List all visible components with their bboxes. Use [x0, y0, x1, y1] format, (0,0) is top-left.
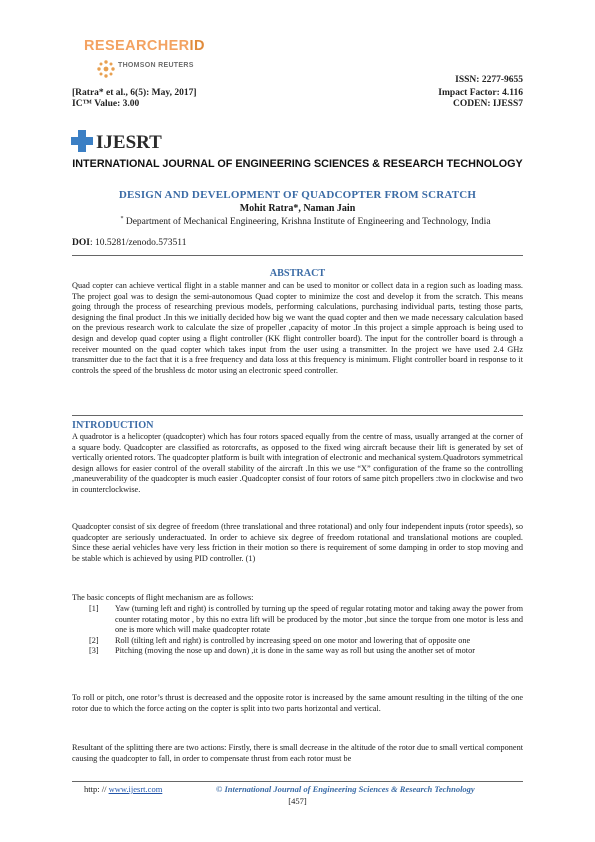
impact-factor: Impact Factor: 4.116 — [438, 88, 523, 98]
list-text: Pitching (moving the nose up and down) ,it is done in the same way as roll but using the another set of motor — [115, 646, 475, 656]
ic-value: IC™ Value: 3.00 — [72, 99, 140, 109]
citation: [Ratra* et al., 6(5): May, 2017] — [72, 88, 197, 98]
journal-brand: IJESRT — [96, 132, 162, 153]
doi — [72, 238, 186, 248]
doi-value: : 10.5281/zenodo.573511 — [89, 238, 187, 248]
paragraph: Quadcopter consist of six degree of freedom (three translational and three rotational) and only four independent inputs (rotor speeds), so quadcopter are seriously underactuated. In order to achieve six degree of freedom rotational and translational motions are coupled. Since these aerial vehicles have very less friction in their motion so there is requirement of some damping in order to stop moving and be stable which is achieved by using PID controller. (1) — [72, 522, 523, 563]
authors: Mohit Ratra*, Naman Jain — [239, 203, 356, 214]
affiliation-mark: * — [120, 216, 124, 222]
affiliation-text: Department of Mechanical Engineering, Krishna Institute of Engineering and Technology, India — [125, 217, 491, 228]
footer-divider — [72, 781, 523, 782]
list-number: [3] — [89, 646, 99, 656]
list-text: Roll (tilting left and right) is controlled by increasing speed on one motor and lowering that of opposite one — [115, 635, 471, 645]
page-number: [457] — [288, 796, 307, 806]
coden: CODEN: IJESS7 — [453, 99, 523, 109]
footer-url — [84, 784, 162, 794]
list-number: [2] — [89, 635, 99, 645]
paragraph: The basic concepts of flight mechanism are as follows: — [72, 593, 254, 602]
affiliation — [80, 216, 531, 227]
ijesrt-cross-icon — [71, 130, 93, 152]
divider — [72, 255, 523, 256]
flight-mechanism-list — [72, 604, 523, 657]
paragraph: To roll or pitch, one rotor’s thrust is decreased and the opposite rotor is increased by the same amount resulting in the tilting of the one rotor due to which the force acting on the copter is split into two parts horizontal and vertical. — [72, 693, 523, 713]
journal-title: INTERNATIONAL JOURNAL OF ENGINEERING SCIENCES & RESEARCH TECHNOLOGY — [72, 158, 523, 170]
url-prefix: http: // — [84, 784, 109, 794]
list-item — [72, 604, 523, 636]
list-text: Yaw (turning left and right) is controlled by turning up the speed of regular rotating motor and taking away the power from counter rotating motor , by this no extra lift will be produced by the motor ,but since the torque from one motor is less and one is more which will make quadcopter rotate — [115, 604, 523, 635]
researcherid-logo: RESEARCHERID — [84, 38, 205, 54]
website-link[interactable]: www.ijesrt.com — [108, 784, 163, 794]
thomson-reuters-label: THOMSON REUTERS — [118, 62, 194, 69]
list-item — [72, 646, 523, 657]
paragraph: Resultant of the splitting there are two actions: Firstly, there is small decrease in the altitude of the rotor due to small vertical component causing the quadcopter to fall, in order to compensate thrust from each rotor must be — [72, 743, 523, 763]
divider — [72, 415, 523, 416]
introduction-heading: INTRODUCTION — [72, 420, 154, 431]
paper-title: DESIGN AND DEVELOPMENT OF QUADCOPTER FROM SCRATCH — [118, 189, 477, 201]
list-item — [72, 636, 523, 647]
list-number: [1] — [89, 604, 99, 613]
footer-copyright: © International Journal of Engineering Sciences & Research Technology — [216, 784, 475, 794]
paragraph: A quadrotor is a helicopter (quadcopter) which has four rotors spaced equally from the centre of mass, usually arranged at the corner of a square body. Quadcopter are classified as rotorcrafts, as opposed to the fixed wing aircraft because their lift is generated by set of vertically oriented rotors. The quadcopter platform is built with integration of electronic and mechanical system.Quadrotors symmetrical design allows for easier control of the overall stability of the aircraft .In this we use “X” configuration of the frame so the controlling ,maneuverability of the quadcopter is much easier .Quadcopter consist of four rotors of same pitch propellers :two in clockwise and two in counterclockwise. — [72, 432, 523, 494]
abstract-heading: ABSTRACT — [269, 268, 326, 279]
doi-label: DOI — [72, 238, 90, 248]
abstract-body: Quad copter can achieve vertical flight in a stable manner and can be used to monitor or collect data in a region such as loading mass. The project goal was to design the semi-autonomous Quad copter to minimize the cost and develop it from the scratch. This means going through the process of researching previous models, performing calculations, purchasing individual parts, testing those parts, designing the final product .In this we initially decided how big we want the quad copter and then we made necessary calculation based on the previous research work to calculate the size of propeller ,capacity of motor .In this project a simple approach is being used to design and develop quad copter using a flight controller (KK flight controller board). The input for the controller board is through a receiver mounted on the quad copter which takes input from the user using a transmitter. In the project we have used 2.4 GHz transmitter due to the fact that it is a free frequency and data loss at this frequency is minimum. Flight controller board in response to it controls the speed of the brushless dc motor using an electronic speed controller. — [72, 281, 523, 375]
issn: ISSN: 2277-9655 — [455, 75, 523, 85]
thomson-reuters-icon — [95, 58, 117, 80]
